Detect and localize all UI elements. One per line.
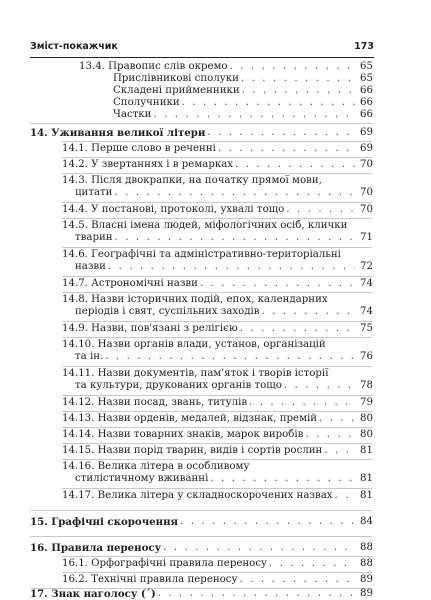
toc-entry-page: 69	[360, 127, 373, 138]
dot-leader	[198, 278, 355, 290]
toc-entry	[0, 220, 431, 244]
toc-entry-title: 14.14. Назви товарних знаків, марок виробів	[62, 429, 304, 440]
toc-entry-title: 15. Графічні скорочення	[30, 516, 179, 528]
section-divider	[30, 123, 372, 124]
toc-entry-page: 89	[360, 588, 373, 599]
toc-entry-title: та ін.	[75, 351, 104, 362]
toc-entry	[0, 339, 431, 363]
toc-entry-title-line1: 14.3. Після двокрапки, на початку прямої мови,	[62, 175, 322, 186]
dot-leader	[260, 306, 355, 318]
toc-entry-page: 80	[360, 413, 373, 424]
toc-entry-title: 16.2. Технічні правила переносу	[62, 574, 238, 585]
dot-leader	[228, 61, 355, 73]
toc-chapter	[0, 542, 431, 554]
dot-leader	[112, 187, 355, 199]
toc-entry	[0, 397, 431, 409]
toc-entry-page: 89	[360, 574, 373, 585]
toc-entry	[0, 368, 431, 392]
toc-entry-page: 75	[360, 323, 373, 334]
toc-entry	[0, 249, 431, 273]
toc-entry-page: 66	[360, 85, 373, 96]
toc-entry	[0, 109, 431, 121]
toc-entry-title: 16. Правила переносу	[30, 542, 162, 554]
toc-entry	[0, 61, 431, 73]
section-divider	[62, 572, 372, 573]
toc-entry-title-line1: 14.16. Велика літера в особливому	[62, 461, 250, 472]
dot-leader	[216, 143, 355, 155]
section-divider	[30, 536, 372, 537]
toc-entry-page: 76	[360, 351, 373, 362]
section-divider	[62, 141, 372, 142]
toc-entry-page: 72	[360, 261, 373, 272]
section-divider	[62, 395, 372, 396]
toc-entry-title: 14.17. Велика літера у складноскорочених назвах	[62, 490, 333, 501]
dot-leader	[317, 413, 355, 425]
toc-entry	[0, 278, 431, 290]
toc-entry	[0, 175, 431, 199]
toc-entry-title: 17. Знак наголосу (´)	[30, 588, 156, 600]
toc-entry-page: 65	[360, 61, 373, 72]
toc-entry-page: 71	[360, 232, 373, 243]
section-divider	[62, 202, 372, 203]
section-divider	[62, 427, 372, 428]
toc-entry-page: 81	[360, 445, 373, 456]
toc-entry-page: 74	[360, 306, 373, 317]
dot-leader	[106, 261, 355, 273]
toc-chapter	[0, 516, 431, 528]
dot-leader	[178, 516, 355, 528]
toc-entry-page: 84	[360, 516, 373, 527]
section-divider	[62, 443, 372, 444]
toc-entry-page: 79	[360, 397, 373, 408]
toc-entry	[0, 294, 431, 318]
dot-leader	[113, 232, 355, 244]
toc-entry-page: 81	[360, 490, 373, 501]
toc-entry-page: 69	[360, 143, 373, 154]
dot-leader	[284, 204, 355, 216]
toc-entry	[0, 490, 431, 502]
dot-leader	[238, 323, 355, 335]
toc-entry-page: 70	[360, 159, 373, 170]
toc-entry-title: 14. Уживання великої літери	[30, 127, 206, 139]
dot-leader	[180, 97, 355, 109]
toc-entry-title: 14.12. Назви посад, звань, титулів	[62, 397, 248, 408]
toc-entry-title: Прислівникові сполуки	[113, 73, 239, 84]
dot-leader	[233, 159, 355, 171]
toc-entry-title: Складені прийменники	[113, 85, 240, 96]
section-divider	[62, 411, 372, 412]
toc-entry-title: стилістичному вживанні	[75, 473, 209, 484]
dot-leader	[205, 127, 355, 139]
toc-chapter	[0, 127, 431, 139]
section-divider	[62, 292, 372, 293]
toc-entry	[0, 445, 431, 457]
toc-entry-title: цитати	[75, 187, 113, 198]
toc-entry-title-line1: 14.11. Назви документів, пам'яток і творів історії	[62, 368, 329, 379]
dot-leader	[208, 473, 355, 485]
toc-entry	[0, 558, 431, 570]
toc-entry-title: 14.9. Назви, пов'язані з релігією	[62, 323, 238, 334]
dot-leader	[238, 574, 356, 586]
dot-leader	[151, 109, 355, 121]
dot-leader	[103, 351, 355, 363]
toc-entry-page: 66	[360, 109, 373, 120]
toc-entry	[0, 574, 431, 586]
dot-leader	[333, 490, 355, 502]
toc-entry-title-line1: 14.5. Власні імена людей, міфологічних осіб, клички	[62, 220, 348, 231]
dot-leader	[282, 380, 355, 392]
toc-entry	[0, 73, 431, 85]
toc-entry-title: назви	[75, 261, 106, 272]
toc-entry-title: 14.15. Назви порід тварин, видів і сортів рослин	[62, 445, 323, 456]
dot-leader	[247, 397, 355, 409]
toc-entry	[0, 429, 431, 441]
toc-entry-title: та культури, друкованих органів тощо	[75, 380, 282, 391]
section-divider	[62, 488, 372, 489]
dot-leader	[240, 85, 355, 97]
toc-entry-title-line1: 14.10. Назви органів влади, установ, організацій	[62, 339, 326, 350]
section-divider	[62, 321, 372, 322]
toc-entry-page: 80	[360, 429, 373, 440]
toc-entry	[0, 323, 431, 335]
dot-leader	[303, 429, 355, 441]
toc-entry-title: 13.4. Правопис слів окремо	[79, 61, 228, 72]
toc-entry-page: 66	[360, 97, 373, 108]
toc-entry	[0, 204, 431, 216]
toc-entry-title: тварин	[75, 232, 113, 243]
toc-entry-title: періодів і свят, суспільних заходів	[75, 306, 260, 317]
toc-entry-title: 14.4. У постанові, протоколі, ухвалі тощо	[62, 204, 285, 215]
toc-entry-title: 14.7. Астрономічні назви	[62, 278, 198, 289]
dot-leader	[161, 542, 355, 554]
toc-entry-title-line1: 14.8. Назви історичних подій, епох, календарних	[62, 294, 328, 305]
toc-entry	[0, 461, 431, 485]
toc-entry-title: 14.1. Перше слово в реченні	[62, 143, 216, 154]
toc-entry-page: 88	[360, 558, 373, 569]
section-divider	[62, 247, 372, 248]
toc-entry-title: Сполучники	[113, 97, 180, 108]
dot-leader	[156, 588, 355, 600]
toc-entry-page: 88	[360, 542, 373, 553]
section-divider	[62, 218, 372, 219]
toc-entry-page: 81	[360, 473, 373, 484]
section-divider	[62, 459, 372, 460]
header-page-number: 173	[354, 41, 374, 52]
toc-entry-title: 16.1. Орфографічні правила переносу	[62, 558, 268, 569]
toc-entry	[0, 97, 431, 109]
dot-leader	[239, 73, 355, 85]
toc-chapter	[0, 588, 431, 600]
toc-entry-title: 14.2. У звертаннях і в ремарках	[62, 159, 234, 170]
toc-entry	[0, 85, 431, 97]
header-section-title: Зміст-покажчик	[30, 41, 118, 52]
toc-entry-title-line1: 14.6. Географічні та адміністративно-територіальні	[62, 249, 341, 260]
section-divider	[62, 556, 372, 557]
toc-entry-page: 70	[360, 204, 373, 215]
section-divider	[30, 510, 372, 511]
toc-entry	[0, 143, 431, 155]
section-divider	[62, 337, 372, 338]
toc-entry	[0, 159, 431, 171]
toc-entry-page: 74	[360, 278, 373, 289]
section-divider	[62, 366, 372, 367]
section-divider	[62, 157, 372, 158]
toc-entry-title: 14.13. Назви орденів, медалей, відзнак, премій	[62, 413, 318, 424]
section-divider	[62, 276, 372, 277]
section-divider	[62, 173, 372, 174]
dot-leader	[322, 445, 355, 457]
toc-entry	[0, 413, 431, 425]
toc-entry-page: 65	[360, 73, 373, 84]
toc-entry-page: 70	[360, 187, 373, 198]
toc-entry-title: Частки	[113, 109, 152, 120]
toc-entry-page: 78	[360, 380, 373, 391]
dot-leader	[267, 558, 355, 570]
